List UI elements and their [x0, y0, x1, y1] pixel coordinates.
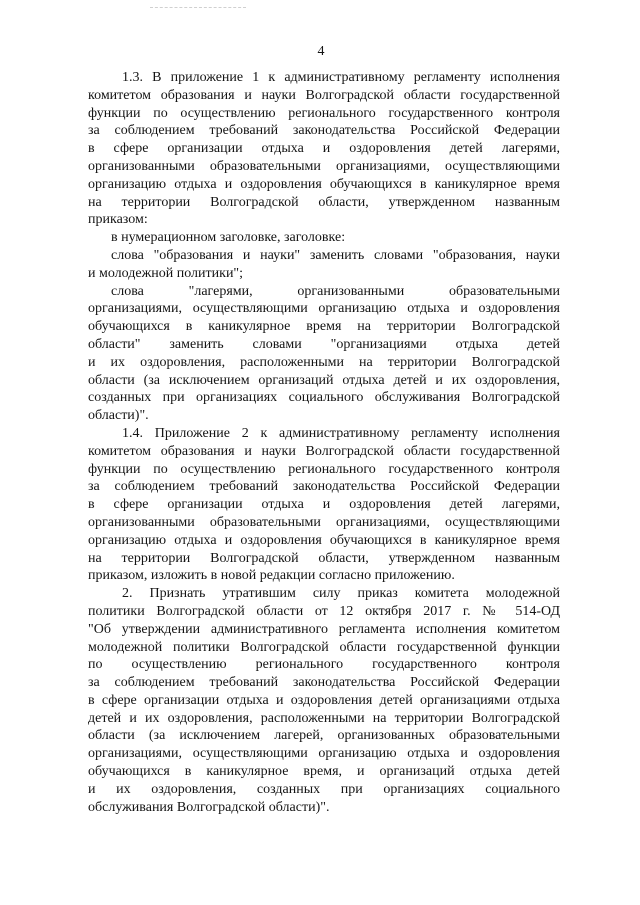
text-line: в сфере организации отдыха и оздоровления детей лагерями, [88, 497, 560, 513]
text-line: политики Волгоградской области от 12 октября 2017 г. № 514-ОД [88, 603, 560, 619]
text-line: организациями, осуществляющими организацию отдыха и оздоровления [88, 301, 560, 317]
text-line: области (за исключением лагерей, организованных образовательными [88, 728, 560, 744]
text-line: созданных при организациях социального обслуживания Волгоградской [88, 390, 560, 406]
text-line: организацию отдыха и оздоровления обучающихся в каникулярное время [88, 176, 560, 192]
text-line: организованными образовательными организациями, осуществляющими [88, 514, 560, 530]
text-line: организацию отдыха и оздоровления обучающихся в каникулярное время [88, 532, 560, 548]
paragraph-1-3 [88, 69, 560, 229]
paragraph-2 [88, 585, 560, 816]
paragraph-heading-note [88, 229, 560, 247]
paragraph-1-4 [88, 425, 560, 585]
text-line: детей и их оздоровления, расположенными на территории Волгоградской [88, 710, 560, 726]
text-line: 2. Признать утратившим силу приказ комитета молодежной [122, 586, 560, 602]
text-line: "Об утверждении административного регламента исполнения комитетом [88, 621, 560, 637]
text-line: в сфере организации отдыха и оздоровления детей организациями отдыха [88, 692, 560, 708]
paragraph-replace-words-1 [88, 247, 560, 283]
document-body [88, 69, 560, 816]
text-line: за соблюдением требований законодательства Российской Федерации [88, 479, 560, 495]
page-number: 4 [317, 44, 325, 59]
text-line: приказом: [88, 212, 148, 228]
text-line: за соблюдением требований законодательства Российской Федерации [88, 123, 560, 139]
text-line: на территории Волгоградской области, утвержденном названным [88, 550, 560, 566]
text-line: и молодежной политики"; [88, 265, 244, 281]
text-line: и их оздоровления, созданных при организациях социального [88, 781, 560, 797]
text-line: по осуществлению регионального государственного контроля [88, 657, 560, 673]
text-line: на территории Волгоградской области, утвержденном названным [88, 194, 560, 210]
text-line: и их оздоровления, расположенными на территории Волгоградской [88, 354, 560, 370]
text-line: области" заменить словами "организациями отдыха детей [88, 336, 560, 352]
text-line: приказом, изложить в новой редакции согласно приложению. [88, 568, 455, 584]
text-line: комитетом образования и науки Волгоградской области государственной [88, 87, 560, 103]
text-line: комитетом образования и науки Волгоградской области государственной [88, 443, 560, 459]
text-line: за соблюдением требований законодательства Российской Федерации [88, 675, 560, 691]
text-line: в сфере организации отдыха и оздоровления детей лагерями, [88, 141, 560, 157]
text-line: слова "лагерями, организованными образовательными [111, 283, 560, 299]
text-line: области)". [88, 408, 149, 424]
text-line: в нумерационном заголовке, заголовке: [111, 230, 346, 246]
text-line: 1.4. Приложение 2 к административному регламенту исполнения [122, 425, 560, 441]
text-line: обучающихся в каникулярное время на территории Волгоградской [88, 319, 560, 335]
text-line: организованными образовательными организациями, осуществляющими [88, 158, 560, 174]
text-line: обучающихся в каникулярное время, и организаций отдыха детей [88, 764, 560, 780]
text-line: обслуживания Волгоградской области)". [88, 799, 330, 815]
text-line: слова "образования и науки" заменить словами "образования, науки [111, 247, 560, 263]
scan-mark [150, 7, 246, 8]
text-line: области (за исключением организаций отдыха детей и их оздоровления, [88, 372, 560, 388]
text-line: функции по осуществлению регионального государственного контроля [88, 105, 560, 121]
text-line: организациями, осуществляющими организацию отдыха и оздоровления [88, 746, 560, 762]
text-line: функции по осуществлению регионального государственного контроля [88, 461, 560, 477]
text-line: 1.3. В приложение 1 к административному регламенту исполнения [122, 70, 560, 85]
text-line: молодежной политики Волгоградской области государственной функции [88, 639, 560, 655]
paragraph-replace-words-2 [88, 283, 560, 425]
